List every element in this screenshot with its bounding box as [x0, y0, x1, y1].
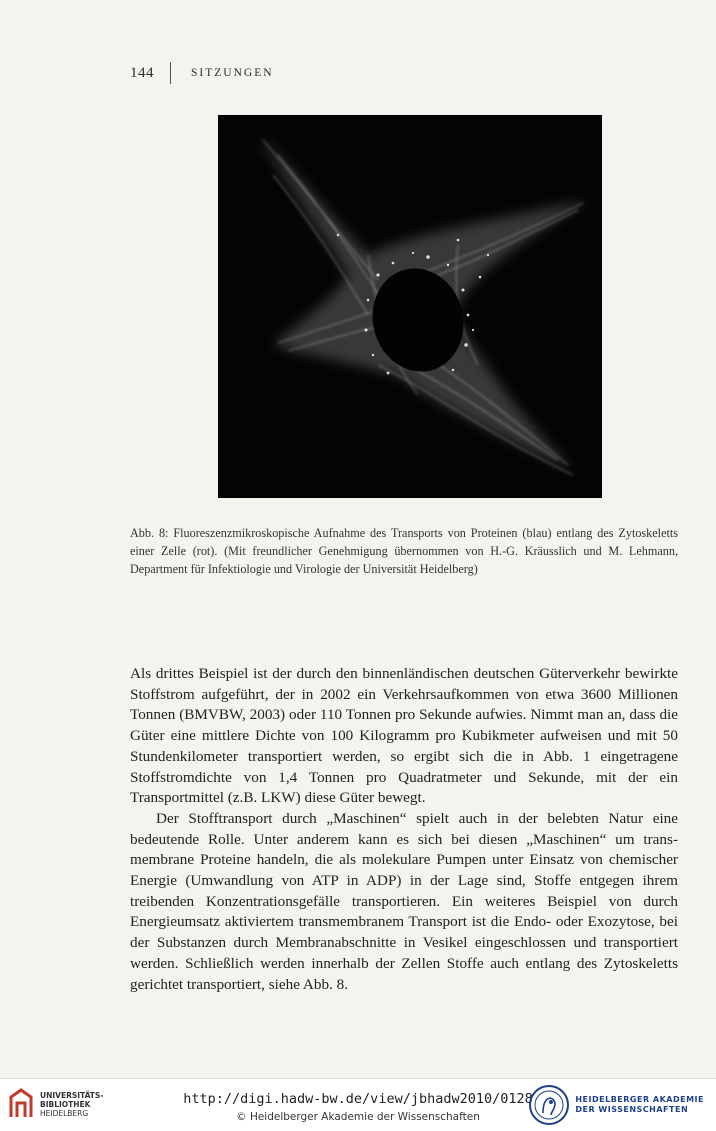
- permalink-url[interactable]: http://digi.hadw-bw.de/view/jbhadw2010/0128: [183, 1091, 533, 1107]
- cell-image-icon: [218, 115, 602, 498]
- page-header: [130, 62, 274, 84]
- academy-logo-line: DER WISSENSCHAFTEN: [575, 1105, 689, 1114]
- figure-caption: Abb. 8: Fluoreszenzmikroskopische Aufnahme des Transports von Proteinen (blau) entlang des Zytoskeletts einer Zelle (rot). (Mit freundlicher Genehmigung übernommen von H.-G. Kräusslich und M. Lehmann, Department für Infektiologie und Virologie der Universität Heidelberg): [130, 526, 678, 577]
- page-number: 144: [130, 64, 154, 81]
- ub-logo-line: HEIDELBERG: [40, 1108, 89, 1118]
- running-head: SITZUNGEN: [191, 67, 274, 79]
- digitization-footer: [0, 1078, 716, 1131]
- ub-logo-line: BIBLIOTHEK: [40, 1099, 91, 1109]
- academy-logo[interactable]: [529, 1085, 704, 1125]
- academy-logo-line: HEIDELBERGER AKADEMIE: [575, 1095, 704, 1104]
- academy-seal-icon: [529, 1085, 569, 1125]
- fluorescence-micrograph: [218, 115, 602, 498]
- ub-logo-line: UNIVERSITÄTS-: [40, 1090, 104, 1100]
- paragraph: Als drittes Beispiel ist der durch den binnenländischen deutschen Güterverkehr bewirkte Stoffstrom aufgeführt, der in 2002 ein Verkehrsaufkommen von etwa 3600 Millionen Tonnen (BMVBW, 2003) oder 110 Tonnen pro Sekunde aufwies. Nimmt man an, dass die Güter eine mittlere Dichte von 100 Kilogramm pro Kubikmeter aufweisen und mit 50 Stundenkilometer transportiert werden, so ergibt sich die in Abb. 1 eingetragene Stoffstromdichte von 1,4 Tonnen pro Quadratmeter und Sekunde, mit der ein Transportmittel (z.B. LKW) diese Güter bewegt.: [130, 665, 678, 807]
- header-divider: [170, 62, 171, 84]
- paragraph: Der Stofftransport durch „Maschinen“ spielt auch in der belebten Natur eine bedeutende Rolle. Unter anderem kann es sich bei diesen „Maschinen“ um transmembrane Proteine handeln, die als molekulare Pumpen unter Einsatz von chemischer Energie (Umwandlung von ATP in ADP) in der Lage sind, Stoffe entgegen ihrem treibenden Konzentrationsgefälle transportieren. Ein weiteres Beispiel von durch Energieumsatz aktiviertem transmembranem Transport ist die Endo- oder Exozytose, bei der Substanzen durch Membranabschnitte in Vesikel eingeschlossen und transportiert werden. Schließlich werden innerhalb der Zellen Stoffe auch entlang des Zytoskeletts gerichtet transportiert, siehe Abb. 8.: [130, 809, 678, 993]
- body-text: [130, 664, 678, 995]
- copyright-notice: © Heidelberger Akademie der Wissenschaften: [236, 1111, 480, 1123]
